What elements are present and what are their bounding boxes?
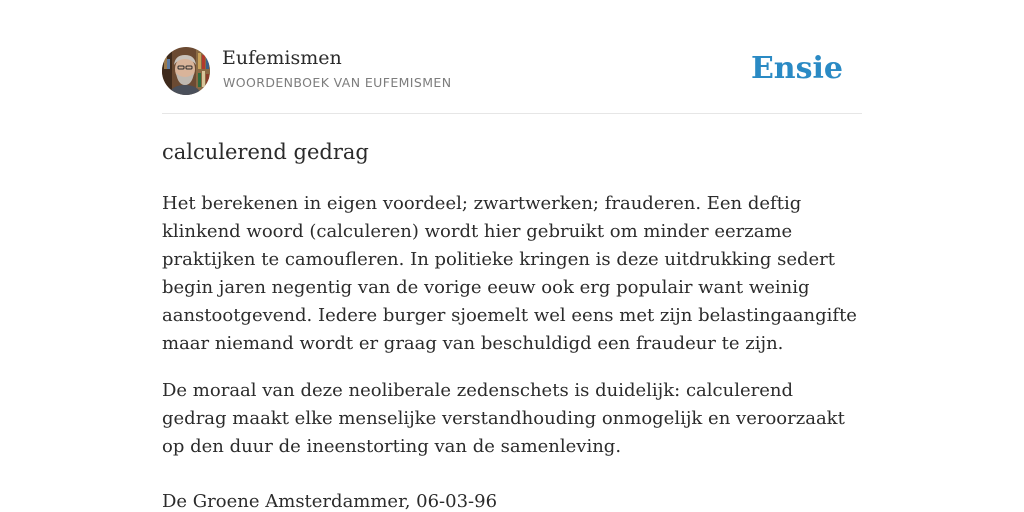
author-portrait-icon — [162, 47, 210, 95]
definition-paragraph: Het berekenen in eigen voordeel; zwartwerken; frauderen. Een deftig klinkend woord (calculeren) wordt hier gebruikt om minder eerzame praktijken te camoufleren. In politieke kringen is deze uitdrukking sedert begin jaren negentig van de vorige eeuw ook erg populair want weinig aanstootgevend. Iedere burger sjoemelt wel eens met zijn belastingaangifte maar niemand wordt er graag van beschuldigd een fraudeur te zijn. — [162, 193, 857, 354]
site-subtitle: WOORDENBOEK VAN EUFEMISMEN — [223, 75, 452, 90]
ensie-logo[interactable]: Ensie — [750, 51, 843, 86]
definition-paragraph: De moraal van deze neoliberale zedenschets is duidelijk: calculerend gedrag maakt elke menselijke verstandhouding onmogelijk en veroorzaakt op den duur de ineenstorting van de samenleving. — [162, 380, 845, 457]
site-header — [162, 0, 862, 114]
author-avatar[interactable] — [162, 47, 210, 95]
entry-source: De Groene Amsterdammer, 06-03-96 — [162, 491, 498, 512]
site-name[interactable]: Eufemismen — [222, 47, 342, 69]
entry-title: calculerend gedrag — [162, 140, 369, 164]
page-container — [162, 0, 862, 512]
entry-definition — [162, 190, 862, 480]
